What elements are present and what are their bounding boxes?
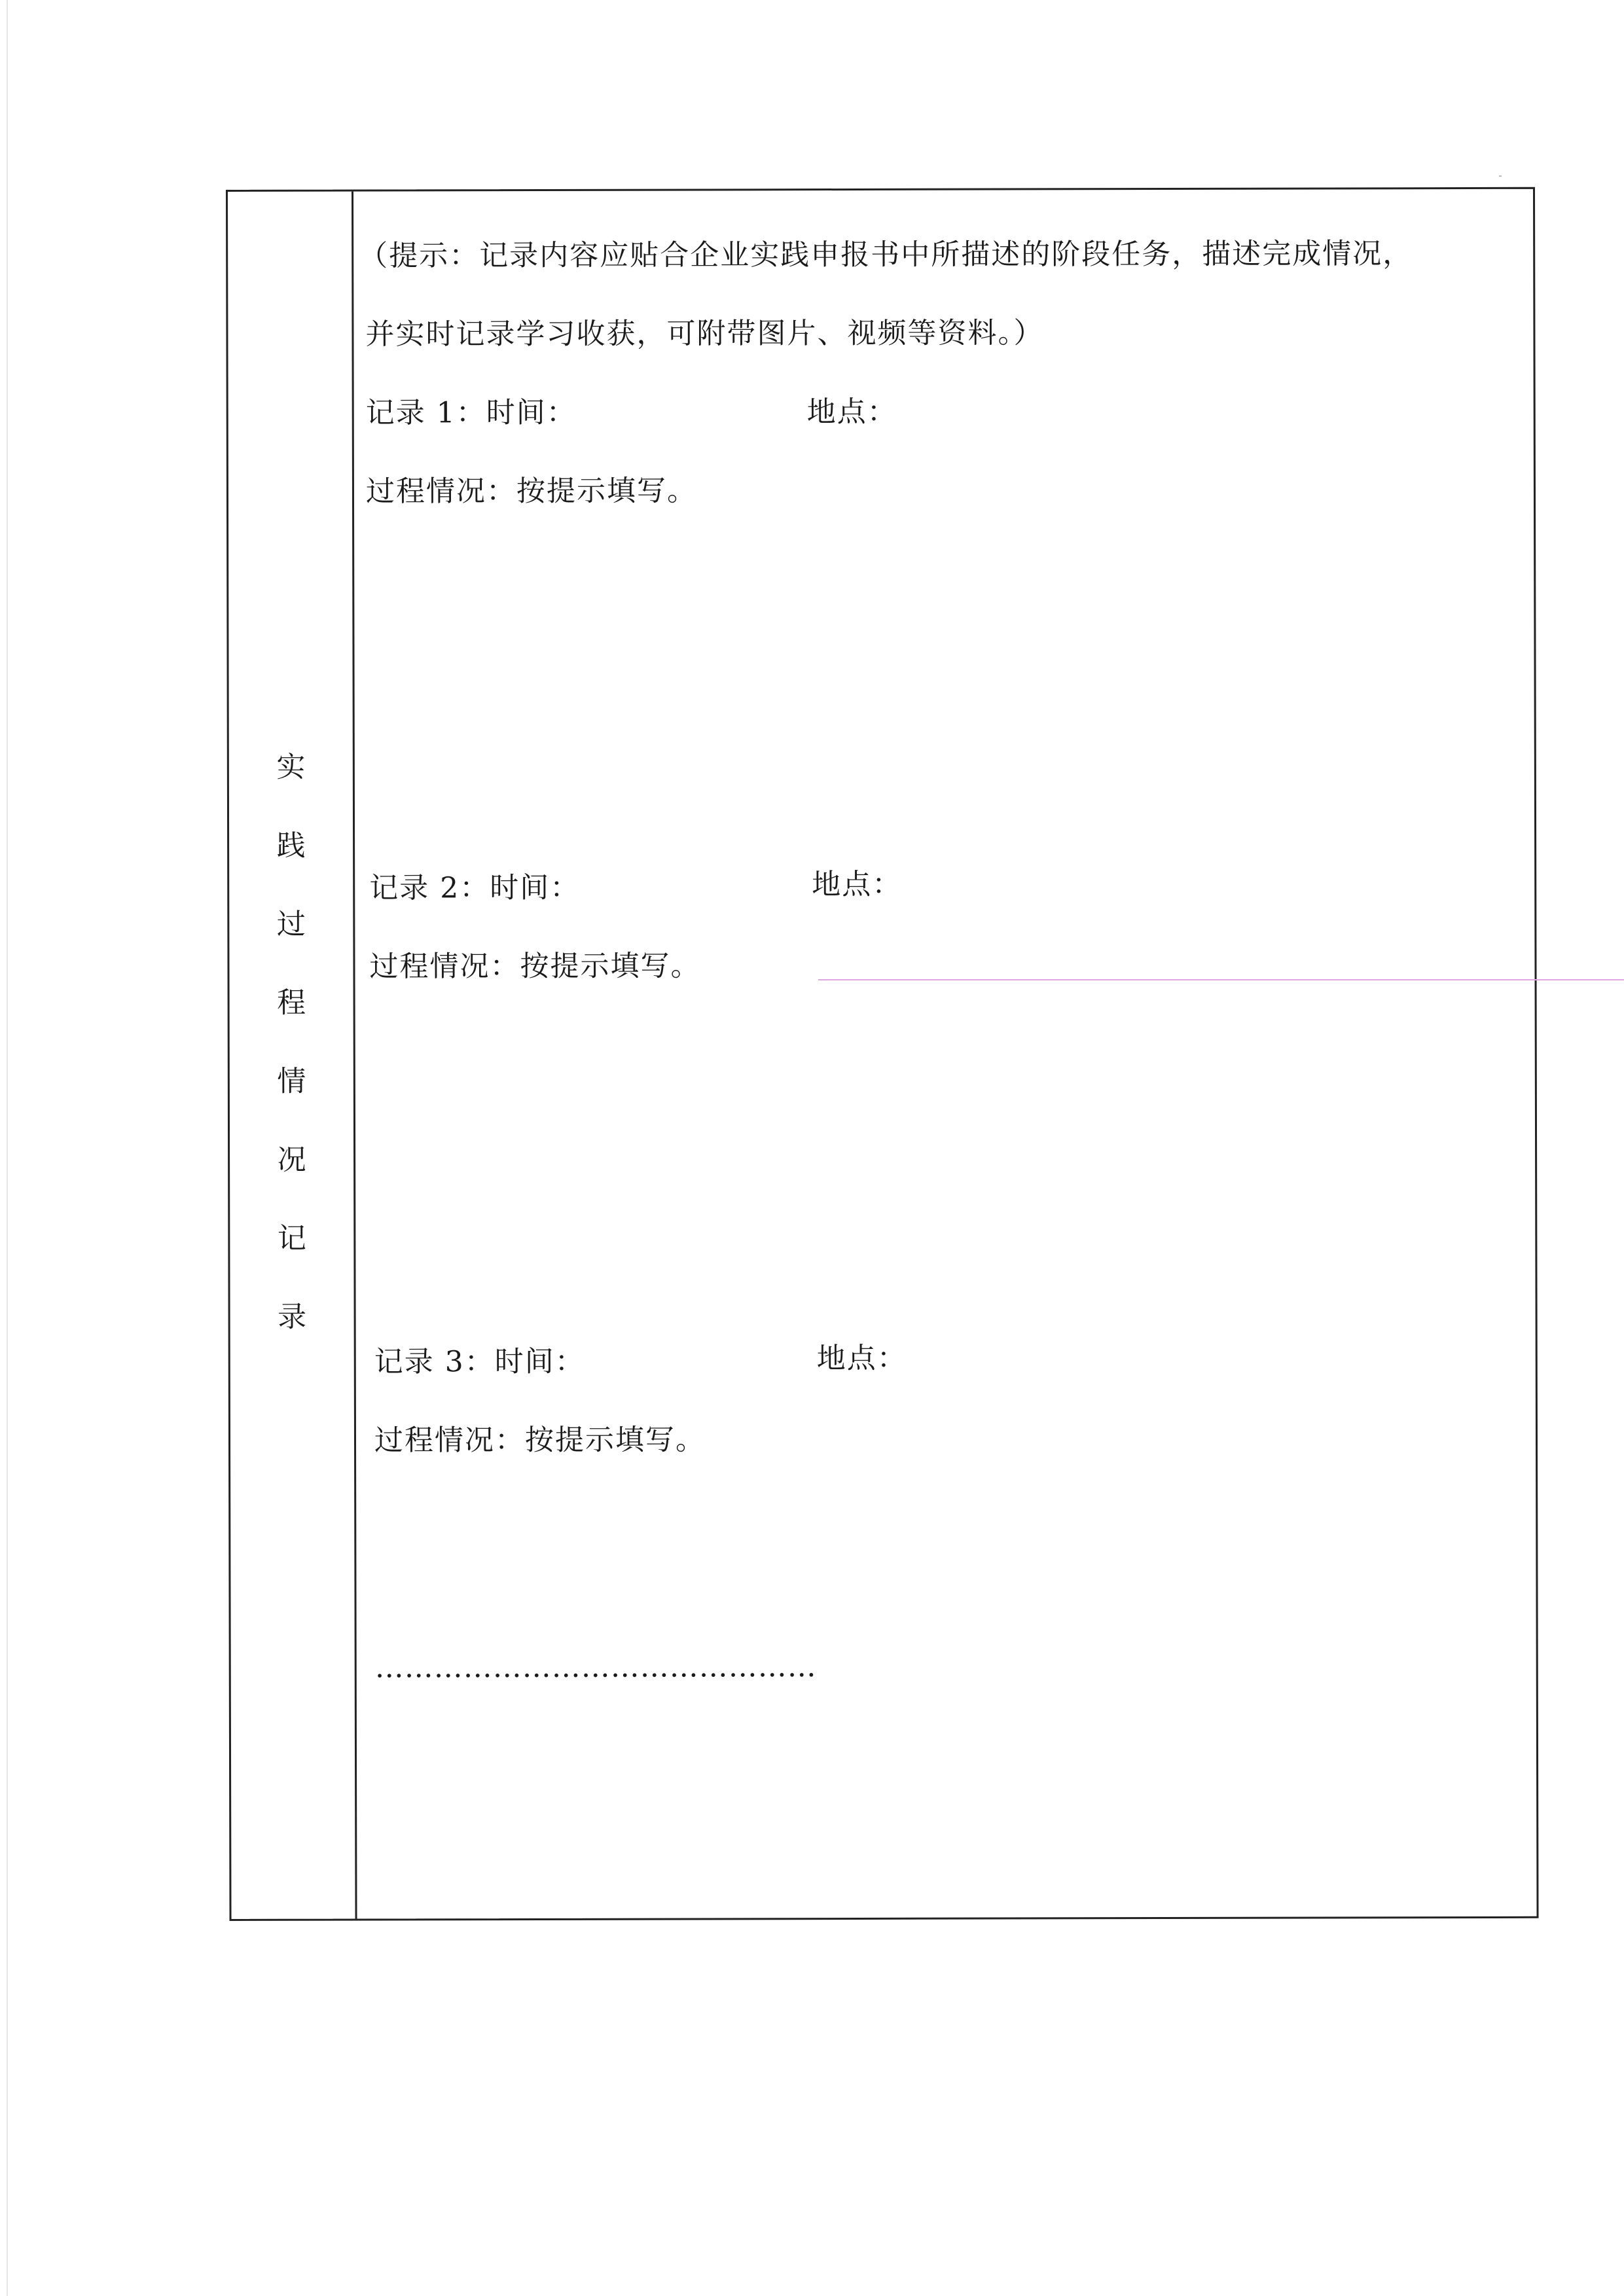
- record-2-place-label: 地点：: [812, 867, 903, 902]
- hint-line-2: 并实时记录学习收获，可附带图片、视频等资料。）: [365, 316, 1044, 351]
- vertical-section-label: [229, 728, 354, 1357]
- record-2-process-label: 过程情况：按提示填写。: [369, 949, 701, 984]
- label-char: 过: [276, 907, 306, 941]
- label-char: 记: [277, 1221, 306, 1255]
- record-2-time-label: 记录 2：时间：: [369, 870, 581, 905]
- hint-line-1: （提示：记录内容应贴合企业实践申报书中所描述的阶段任务，描述完成情况，: [359, 237, 1413, 273]
- label-char: 程: [277, 986, 306, 1020]
- record-content-cell: [353, 189, 1537, 1919]
- section-label-cell: [228, 192, 357, 1919]
- label-char: 实: [276, 750, 306, 784]
- label-char: 情: [277, 1064, 306, 1098]
- scan-speck: [1499, 175, 1502, 177]
- label-char: 录: [278, 1300, 307, 1334]
- label-char: 况: [277, 1143, 306, 1177]
- record-3-process-label: 过程情况：按提示填写。: [374, 1423, 706, 1458]
- practice-record-table: [226, 187, 1539, 1921]
- stray-pink-line: [818, 979, 1624, 980]
- record-3-place-label: 地点：: [816, 1341, 907, 1376]
- label-char: 践: [276, 829, 306, 863]
- continuation-ellipsis: ………………………………………: [374, 1650, 817, 1685]
- record-1-time-label: 记录 1：时间：: [365, 395, 577, 430]
- scan-edge: [7, 0, 8, 2296]
- record-1-place-label: 地点：: [806, 395, 897, 429]
- record-3-time-label: 记录 3：时间：: [374, 1344, 585, 1379]
- record-1-process-label: 过程情况：按提示填写。: [365, 474, 698, 509]
